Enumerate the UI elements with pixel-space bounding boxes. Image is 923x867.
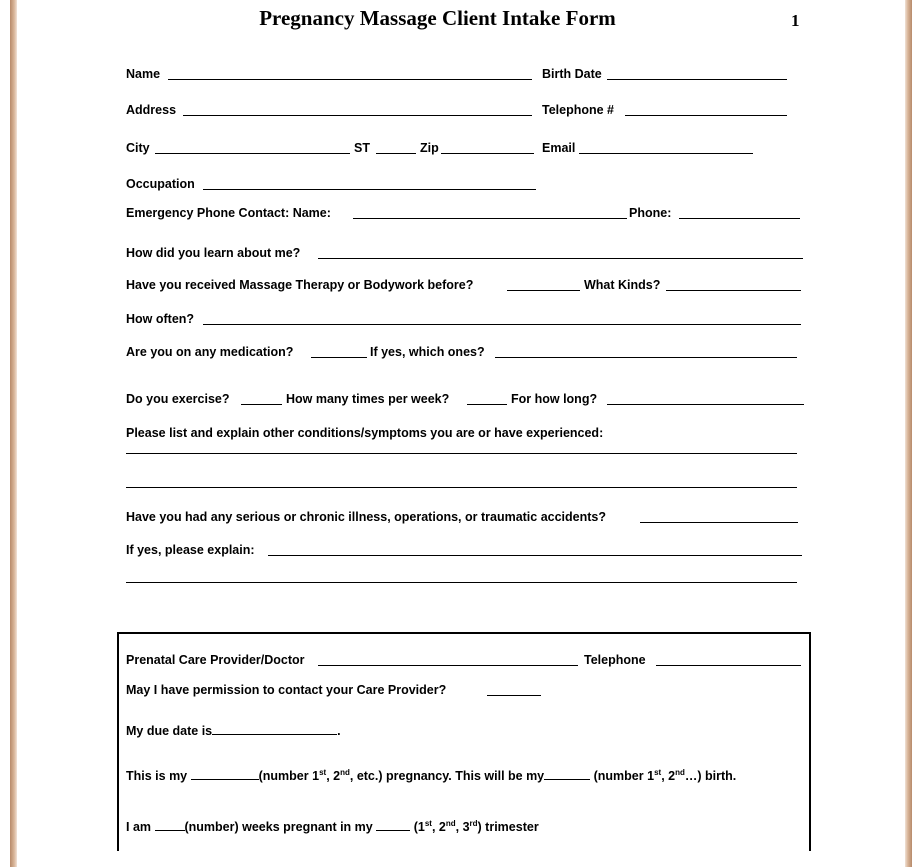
- exercise-field[interactable]: [241, 404, 282, 405]
- birth-date-field[interactable]: [607, 79, 787, 80]
- received-massage-field[interactable]: [507, 290, 580, 291]
- occupation-label: Occupation: [126, 177, 195, 191]
- for-how-long-field[interactable]: [607, 404, 804, 405]
- please-explain-label: If yes, please explain:: [126, 543, 255, 557]
- please-explain-line-2[interactable]: [126, 582, 797, 583]
- page-number: 1: [791, 11, 800, 30]
- address-field[interactable]: [183, 115, 532, 116]
- trimester-field[interactable]: [376, 819, 410, 831]
- exercise-label: Do you exercise?: [126, 392, 230, 406]
- received-massage-label: Have you received Massage Therapy or Bodywork before?: [126, 278, 474, 292]
- provider-telephone-label: Telephone: [584, 653, 646, 667]
- email-field[interactable]: [579, 153, 753, 154]
- what-kinds-label: What Kinds?: [584, 278, 661, 292]
- times-per-week-field[interactable]: [467, 404, 507, 405]
- times-per-week-label: How many times per week?: [286, 392, 450, 406]
- due-date-label: My due date is .: [126, 724, 341, 738]
- provider-telephone-field[interactable]: [656, 665, 801, 666]
- due-date-field[interactable]: [212, 723, 337, 735]
- serious-illness-label: Have you had any serious or chronic illness, operations, or traumatic accidents?: [126, 510, 607, 524]
- st-field[interactable]: [376, 153, 416, 154]
- birth-date-label: Birth Date: [542, 67, 602, 81]
- how-often-field[interactable]: [203, 324, 801, 325]
- learn-about-field[interactable]: [318, 258, 803, 259]
- emergency-phone-field[interactable]: [679, 218, 800, 219]
- page-border-left: [10, 0, 17, 867]
- name-field[interactable]: [168, 79, 532, 80]
- emergency-contact-label: Emergency Phone Contact: Name:: [126, 206, 331, 220]
- occupation-field[interactable]: [203, 189, 536, 190]
- provider-label: Prenatal Care Provider/Doctor: [126, 653, 305, 667]
- permission-label: May I have permission to contact your Care Provider?: [126, 683, 447, 697]
- conditions-line-2[interactable]: [126, 487, 797, 488]
- email-label: Email: [542, 141, 576, 155]
- weeks-field[interactable]: [155, 819, 185, 831]
- birth-number-field[interactable]: [544, 768, 590, 780]
- pregnancy-number-field[interactable]: [191, 768, 259, 780]
- conditions-label: Please list and explain other conditions/symptoms you are or have experienced:: [126, 426, 604, 440]
- learn-about-label: How did you learn about me?: [126, 246, 301, 260]
- form-title: Pregnancy Massage Client Intake Form: [259, 6, 616, 30]
- what-kinds-field[interactable]: [666, 290, 801, 291]
- emergency-phone-label: Phone:: [629, 206, 672, 220]
- zip-field[interactable]: [441, 153, 534, 154]
- st-label: ST: [354, 141, 370, 155]
- medication-field[interactable]: [311, 357, 367, 358]
- zip-label: Zip: [420, 141, 439, 155]
- conditions-line-1[interactable]: [126, 453, 797, 454]
- emergency-name-field[interactable]: [353, 218, 627, 219]
- how-often-label: How often?: [126, 312, 195, 326]
- serious-illness-field[interactable]: [640, 522, 798, 523]
- city-field[interactable]: [155, 153, 350, 154]
- weeks-pregnant-line: I am (number) weeks pregnant in my (1st, 2nd, 3rd) trimester: [126, 819, 539, 834]
- medication-label: Are you on any medication?: [126, 345, 294, 359]
- pregnancy-number-line: This is my (number 1st, 2nd, etc.) pregnancy. This will be my (number 1st, 2nd…) birth.: [126, 768, 737, 783]
- provider-field[interactable]: [318, 665, 578, 666]
- page-border-right: [905, 0, 912, 867]
- telephone-label: Telephone #: [542, 103, 615, 117]
- which-ones-label: If yes, which ones?: [370, 345, 485, 359]
- telephone-field[interactable]: [625, 115, 787, 116]
- address-label: Address: [126, 103, 177, 117]
- name-label: Name: [126, 67, 161, 81]
- permission-field[interactable]: [487, 695, 541, 696]
- for-how-long-label: For how long?: [511, 392, 598, 406]
- city-label: City: [126, 141, 150, 155]
- please-explain-line-1[interactable]: [268, 555, 802, 556]
- which-ones-field[interactable]: [495, 357, 797, 358]
